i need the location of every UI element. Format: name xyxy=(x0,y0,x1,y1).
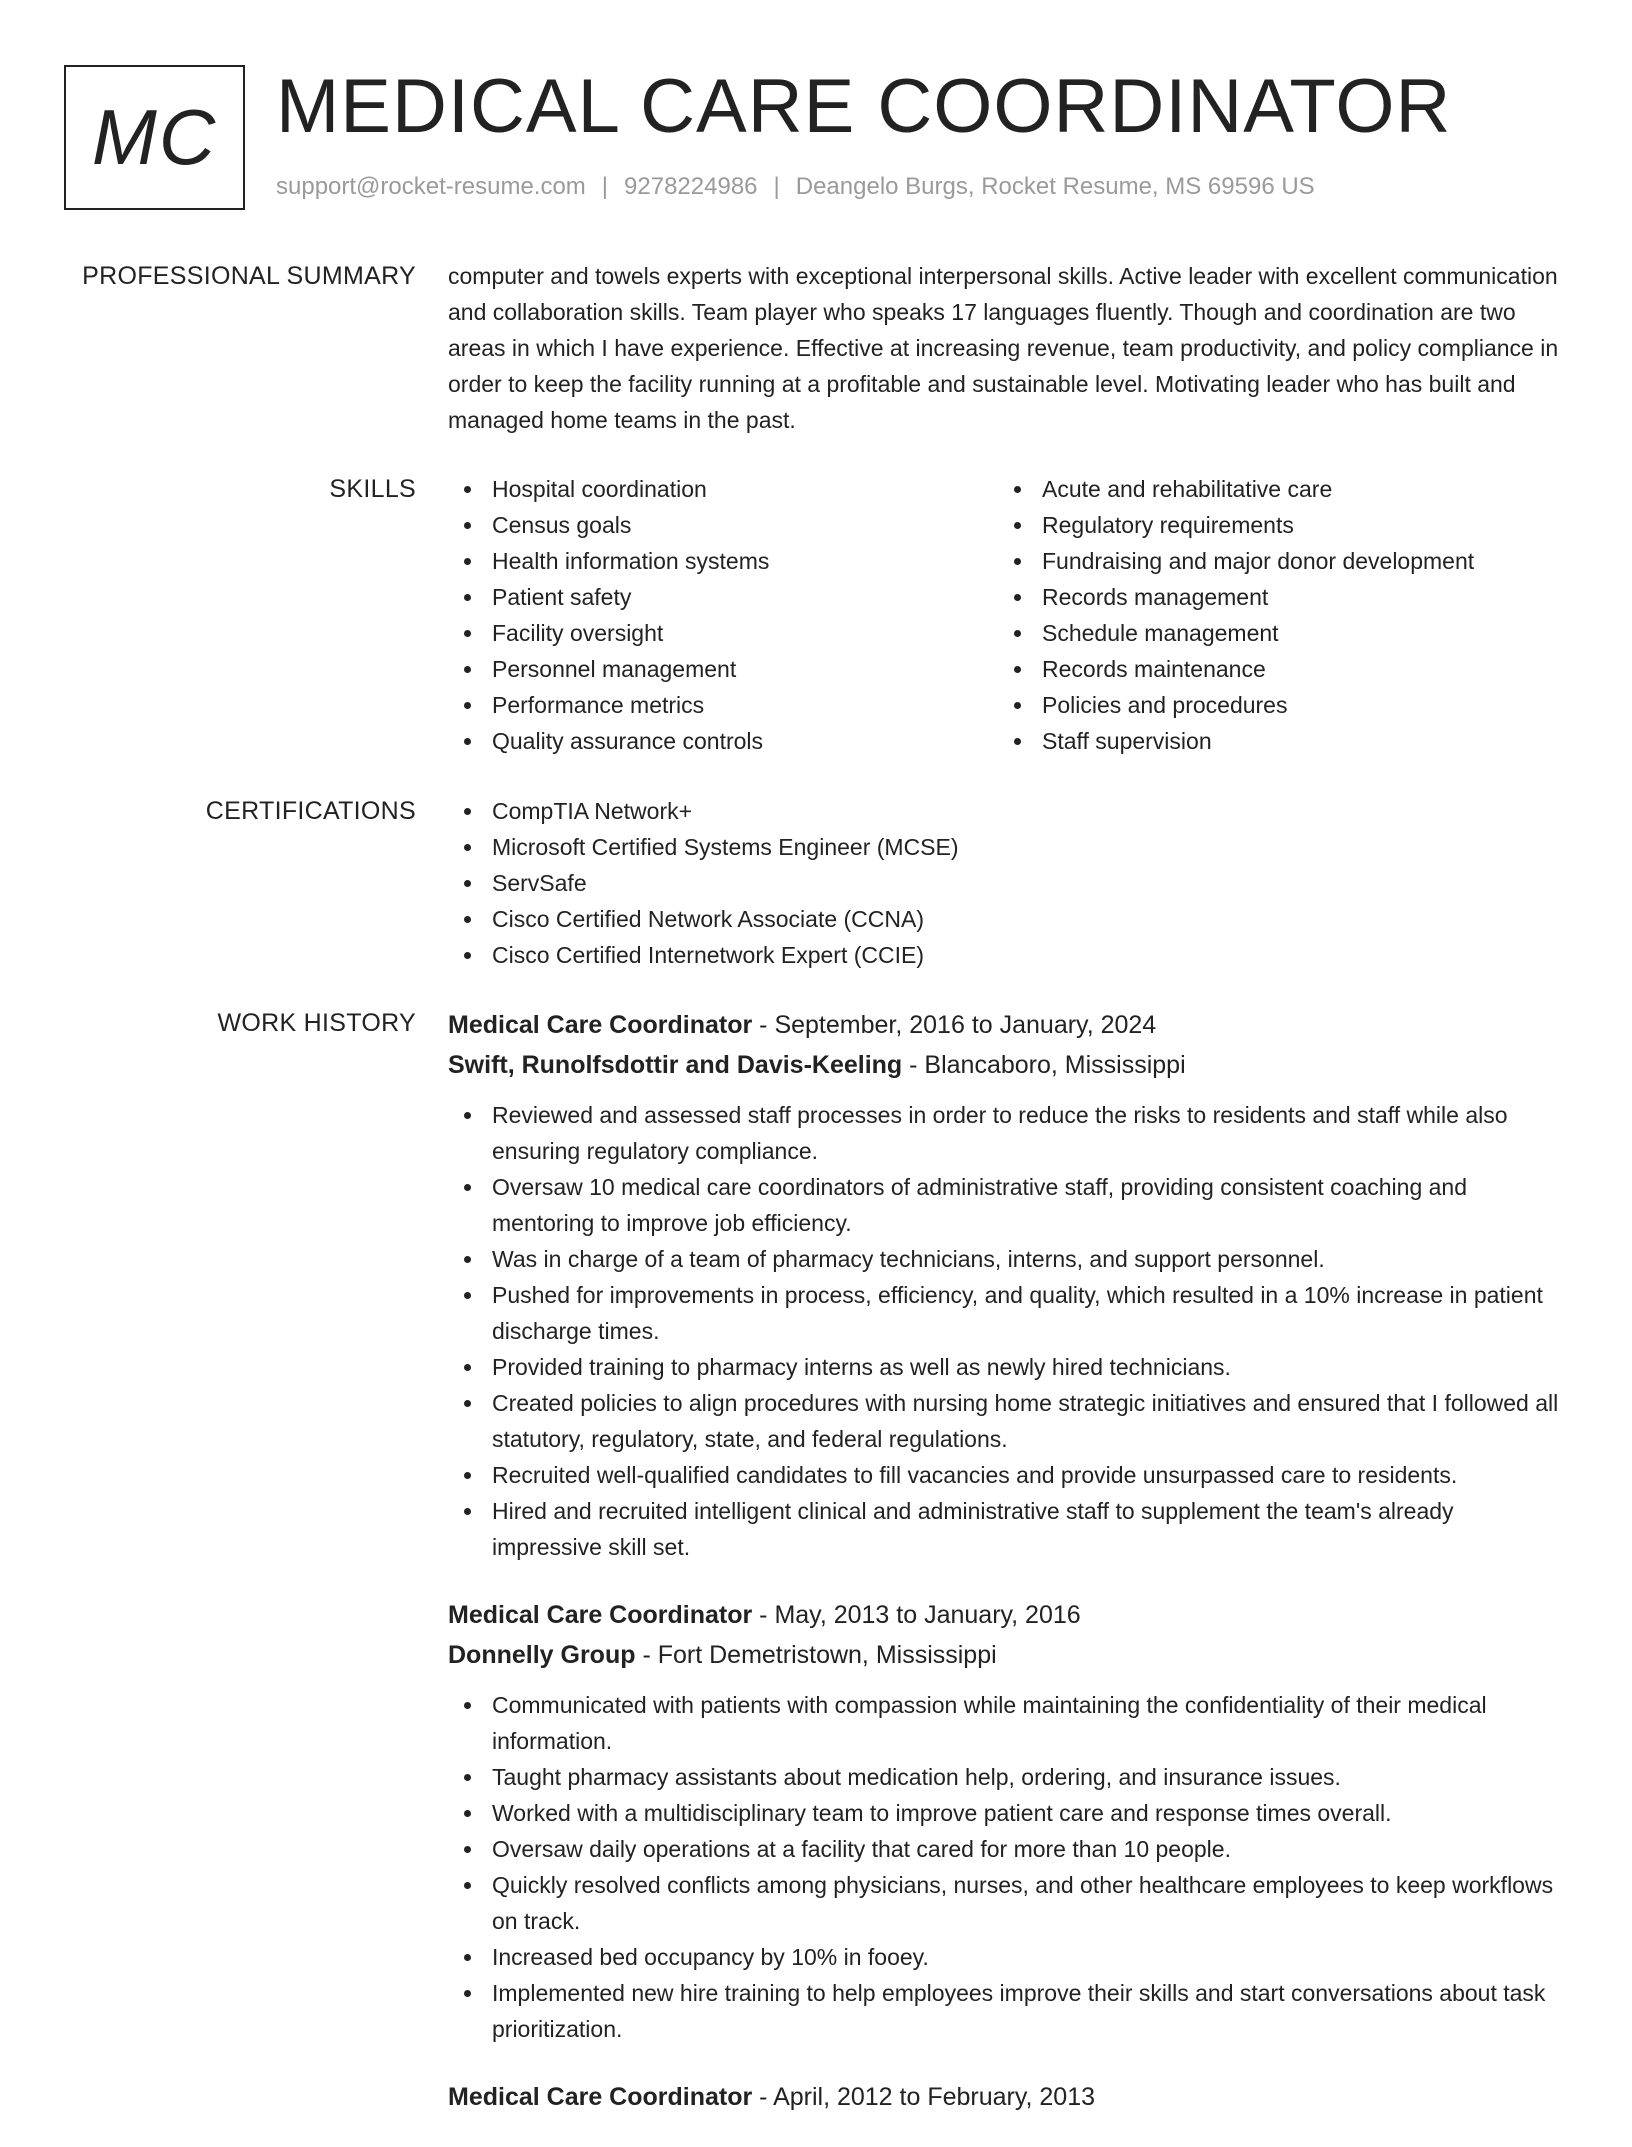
skill-item: Regulatory requirements xyxy=(998,507,1548,543)
job-bullet: Oversaw 10 medical care coordinators of administrative staff, providing consistent coaching and mentoring to improve job efficiency. xyxy=(448,1169,1568,1241)
job-bullet: Recruited well-qualified candidates to fill vacancies and provide unsurpassed care to residents. xyxy=(448,1457,1568,1493)
job-company: Donnelly Group xyxy=(448,1641,636,1669)
job-bullet: Quickly resolved conflicts among physicians, nurses, and other healthcare employees to keep workflows on track. xyxy=(448,1867,1568,1939)
job-dates: - May, 2013 to January, 2016 xyxy=(752,1601,1081,1629)
job-bullet: Pushed for improvements in process, efficiency, and quality, which resulted in a 10% increase in patient discharge times. xyxy=(448,1277,1568,1349)
section-label: CERTIFICATIONS xyxy=(205,797,416,825)
skills-list-left xyxy=(448,471,998,759)
job-bullet: Hired and recruited intelligent clinical and administrative staff to supplement the team's already impressive skill set. xyxy=(448,1493,1568,1565)
job-dates: - September, 2016 to January, 2024 xyxy=(752,1011,1157,1039)
certification-item: CompTIA Network+ xyxy=(448,793,1568,829)
job-bullet: Worked with a multidisciplinary team to improve patient care and response times overall. xyxy=(448,1795,1568,1831)
section-label: SKILLS xyxy=(329,475,416,503)
job-company-line xyxy=(448,1045,1568,1085)
certification-item: ServSafe xyxy=(448,865,1568,901)
skill-item: Records maintenance xyxy=(998,651,1548,687)
skill-item: Performance metrics xyxy=(448,687,998,723)
skill-item: Staff supervision xyxy=(998,723,1548,759)
section-body xyxy=(448,258,1568,438)
job-bullet: Communicated with patients with compassion while maintaining the confidentiality of their medical information. xyxy=(448,1687,1568,1759)
job-company: Swift, Runolfsdottir and Davis-Keeling xyxy=(448,1051,903,1079)
job-bullets xyxy=(448,1097,1568,1565)
job-bullet: Was in charge of a team of pharmacy technicians, interns, and support personnel. xyxy=(448,1241,1568,1277)
section-body xyxy=(448,471,1568,759)
certifications-list xyxy=(448,793,1568,973)
job-entry xyxy=(448,1595,1568,2047)
skill-item: Facility oversight xyxy=(448,615,998,651)
skill-item: Policies and procedures xyxy=(998,687,1548,723)
contact-line xyxy=(276,173,1315,201)
job-bullet: Oversaw daily operations at a facility that cared for more than 10 people. xyxy=(448,1831,1568,1867)
job-bullet: Reviewed and assessed staff processes in order to reduce the risks to residents and staff while also ensuring regulatory compliance. xyxy=(448,1097,1568,1169)
skill-item: Health information systems xyxy=(448,543,998,579)
skill-item: Schedule management xyxy=(998,615,1548,651)
section-body xyxy=(448,793,1568,973)
skill-item: Census goals xyxy=(448,507,998,543)
contact-phone: 9278224986 xyxy=(624,173,758,200)
job-bullet: Provided training to pharmacy interns as well as newly hired technicians. xyxy=(448,1349,1568,1385)
job-bullet: Created policies to align procedures with nursing home strategic initiatives and ensured that I followed all statutory, regulatory, state, and federal regulations. xyxy=(448,1385,1568,1457)
job-title: Medical Care Coordinator xyxy=(448,1601,753,1629)
job-title: Medical Care Coordinator xyxy=(448,2083,753,2111)
skill-item: Patient safety xyxy=(448,579,998,615)
skill-item: Quality assurance controls xyxy=(448,723,998,759)
job-title: Medical Care Coordinator xyxy=(448,1011,753,1039)
certification-item: Microsoft Certified Systems Engineer (MCSE) xyxy=(448,829,1568,865)
summary-text: computer and towels experts with exceptional interpersonal skills. Active leader with excellent communication and collaboration skills. Team player who speaks 17 languages fluently. Though and coordination are two areas in which I have experience. Effective at increasing revenue, team productivity, and policy compliance in order to keep the facility running at a profitable and sustainable level. Motivating leader who has built and managed home teams in the past. xyxy=(448,263,1559,433)
skill-item: Hospital coordination xyxy=(448,471,998,507)
skill-item: Personnel management xyxy=(448,651,998,687)
job-location: - Fort Demetristown, Mississippi xyxy=(635,1641,997,1669)
job-bullets xyxy=(448,1687,1568,2047)
section-body xyxy=(448,1005,1568,2147)
job-company-line xyxy=(448,1635,1568,1675)
job-bullet: Implemented new hire training to help employees improve their skills and start conversations about task prioritization. xyxy=(448,1975,1568,2047)
skills-grid xyxy=(448,471,1568,759)
contact-separator: | xyxy=(601,173,609,200)
job-location: - Blancaboro, Mississippi xyxy=(902,1051,1186,1079)
job-entry xyxy=(448,2077,1568,2117)
contact-address: Deangelo Burgs, Rocket Resume, MS 69596 US xyxy=(795,173,1315,200)
skill-item: Records management xyxy=(998,579,1548,615)
job-title-line xyxy=(448,2077,1568,2117)
skill-item: Fundraising and major donor development xyxy=(998,543,1548,579)
certification-item: Cisco Certified Internetwork Expert (CCIE) xyxy=(448,937,1568,973)
resume-header xyxy=(64,65,1584,210)
skills-list-right xyxy=(998,471,1548,759)
contact-email: support@rocket-resume.com xyxy=(276,173,586,200)
job-entry xyxy=(448,1005,1568,1565)
section-label: PROFESSIONAL SUMMARY xyxy=(82,262,416,290)
job-bullet: Taught pharmacy assistants about medication help, ordering, and insurance issues. xyxy=(448,1759,1568,1795)
job-title-line xyxy=(448,1595,1568,1635)
monogram: MC xyxy=(64,65,245,210)
page-title: MEDICAL CARE COORDINATOR xyxy=(276,64,1452,149)
job-bullet: Increased bed occupancy by 10% in fooey. xyxy=(448,1939,1568,1975)
certification-item: Cisco Certified Network Associate (CCNA) xyxy=(448,901,1568,937)
contact-separator: | xyxy=(773,173,780,200)
job-title-line xyxy=(448,1005,1568,1045)
section-label: WORK HISTORY xyxy=(217,1009,416,1037)
skill-item: Acute and rehabilitative care xyxy=(998,471,1548,507)
job-dates: - April, 2012 to February, 2013 xyxy=(752,2083,1096,2111)
